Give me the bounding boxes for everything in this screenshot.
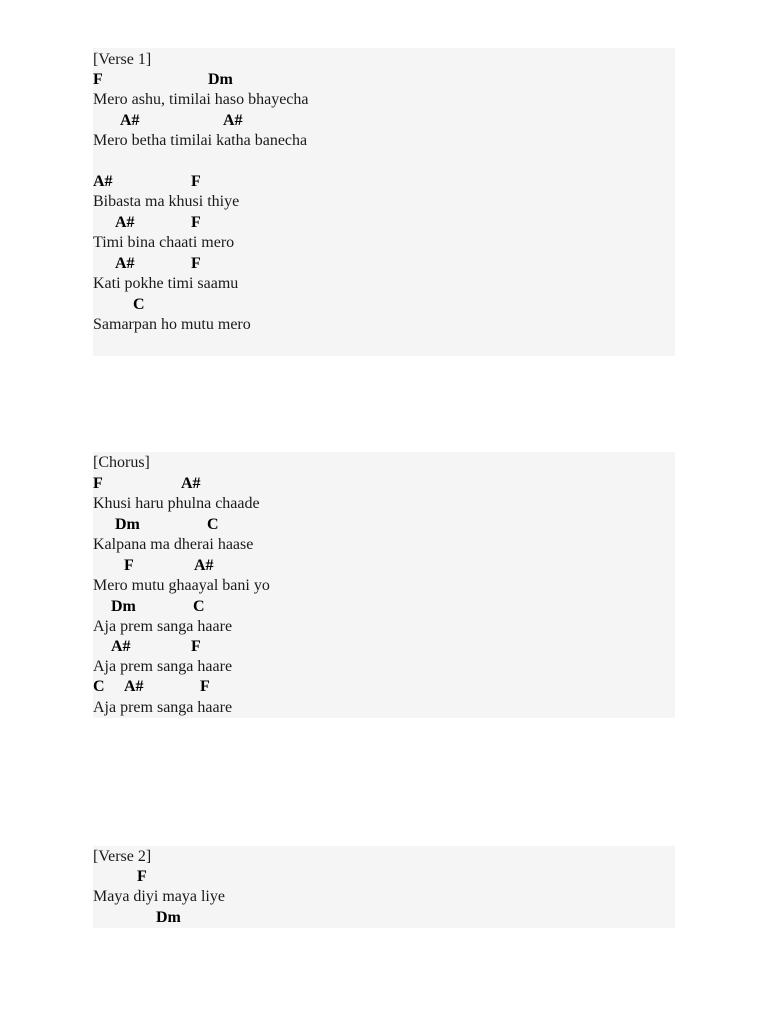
lyric-line: Khusi haru phulna chaade [93,495,260,512]
section-header: [Chorus] [93,454,150,471]
chord: F [124,557,134,574]
verse-1-block [93,48,675,356]
chord: A# [223,112,243,129]
lyric-line: Maya diyi maya liye [93,888,225,905]
verse-2-block [93,846,675,928]
lyric-line: Mero mutu ghaayal bani yo [93,577,270,594]
section-header: [Verse 2] [93,848,152,865]
chord: F [191,255,201,272]
chord: C [93,678,105,695]
chord: F [93,71,103,88]
chord: C [207,516,219,533]
chord: A# [194,557,214,574]
chord: Dm [156,909,181,926]
chord: A# [93,173,113,190]
chord: A# [120,112,140,129]
chord: Dm [115,516,140,533]
chord: A# [115,255,135,272]
chord: A# [111,638,131,655]
chord: Dm [208,71,233,88]
lyric-line: Timi bina chaati mero [93,234,235,251]
chord: F [137,868,147,885]
lyric-line: Aja prem sanga haare [93,618,233,635]
lyric-line: Kati pokhe timi saamu [93,275,239,292]
lyric-line: Kalpana ma dherai haase [93,536,254,553]
chord: A# [181,475,201,492]
section-header: [Verse 1] [93,51,152,68]
chord: F [93,475,103,492]
chord: A# [124,678,144,695]
lyric-line: Aja prem sanga haare [93,699,233,716]
lyric-line: Bibasta ma khusi thiye [93,193,240,210]
chord: F [191,638,201,655]
chorus-block [93,452,675,718]
lyric-line: Mero ashu, timilai haso bhayecha [93,91,309,108]
lyric-line: Mero betha timilai katha banecha [93,132,308,149]
lyric-line: Samarpan ho mutu mero [93,316,251,333]
chord: F [200,678,210,695]
chord: Dm [111,598,136,615]
chord: F [191,214,201,231]
chord: A# [115,214,135,231]
chord: C [193,598,205,615]
chord: F [191,173,201,190]
lyric-line: Aja prem sanga haare [93,658,233,675]
chord: C [133,296,145,313]
